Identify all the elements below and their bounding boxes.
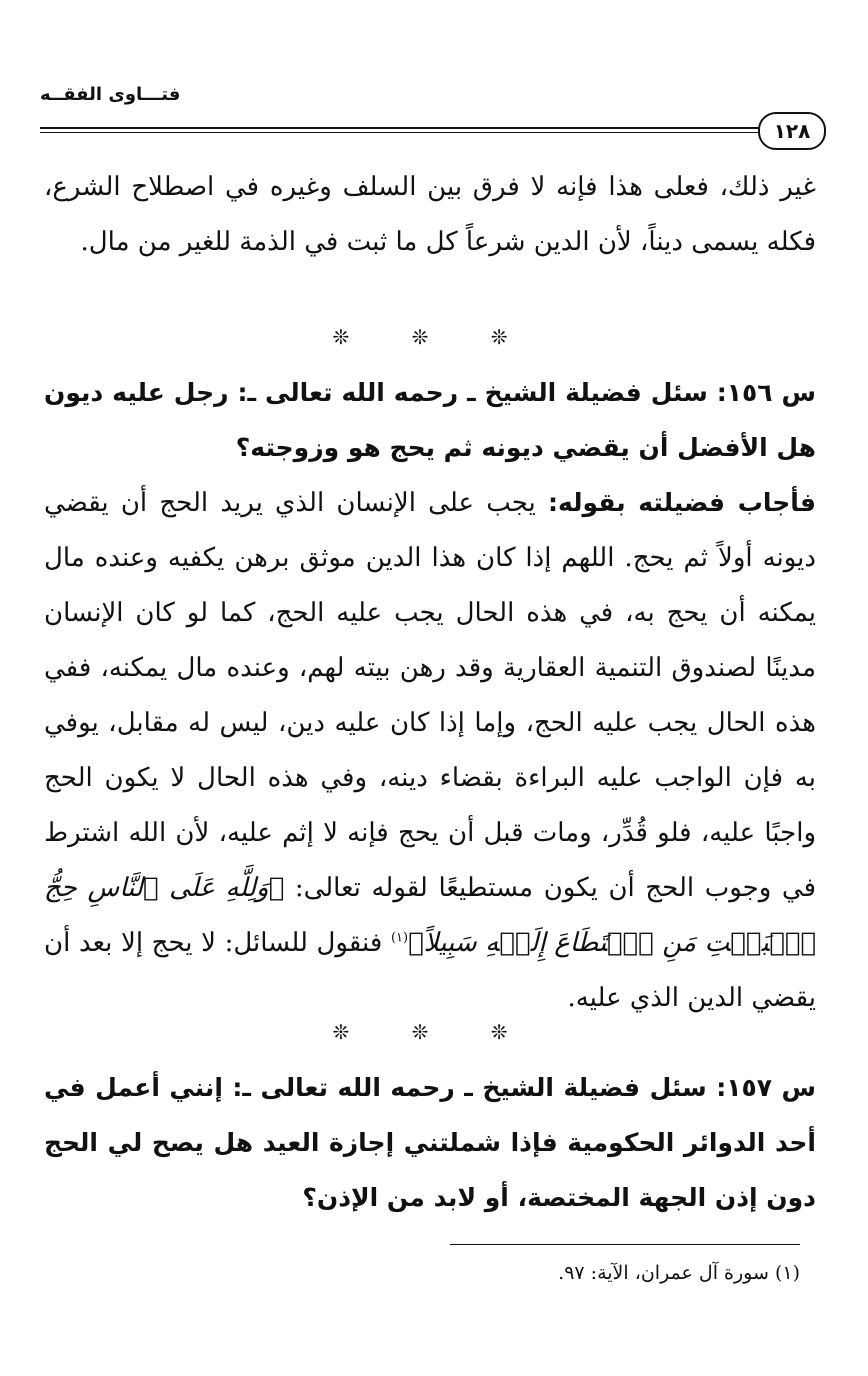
section-separator-2: ❊ ❊ ❊	[332, 1020, 536, 1044]
answer-conclusion: فنقول للسائل: لا يحج إلا بعد أن يقضي الدين الذي عليه.	[44, 928, 816, 1013]
answer-lead: فأجاب فضيلته بقوله:	[548, 488, 817, 517]
answer-156	[44, 475, 816, 1026]
question-156: س ١٥٦: سئل فضيلة الشيخ ـ رحمه الله تعالى ـ: رجل عليه ديون هل الأفضل أن يقضي ديونه ثم يحج هو وزوجته؟	[44, 378, 817, 462]
footnote-marker: (١)	[390, 930, 409, 946]
question-157: س ١٥٧: سئل فضيلة الشيخ ـ رحمه الله تعالى ـ: إنني أعمل في أحد الدوائر الحكومية فإذا شملتني إجازة العيد هل يصح لي الحج دون إذن الجهة المختصة، أو لابد من الإذن؟	[44, 1073, 817, 1212]
paragraph-intro: غير ذلك، فعلى هذا فإنه لا فرق بين السلف وغيره في اصطلاح الشرع، فكله يسمى ديناً، لأن الدين شرعاً كل ما ثبت في الذمة للغير من مال.	[44, 172, 816, 257]
section-separator-1: ❊ ❊ ❊	[332, 325, 536, 349]
header-rule	[40, 127, 770, 133]
footnote-rule	[450, 1244, 800, 1245]
page-number: ١٢٨	[758, 112, 826, 150]
answer-text: يجب على الإنسان الذي يريد الحج أن يقضي ديونه أولاً ثم يحج. اللهم إذا كان هذا الدين موثق برهن يكفيه وعنده مال يمكنه أن يحج به، في هذه الحال يجب عليه الحج، كما لو كان الإنسان مدينًا لصندوق التنمية العقارية وقد رهن بيته لهم، وعنده مال يمكنه، ففي هذه الحال يجب عليه الحج، وإما إذا كان عليه دين، ليس له مقابل، يوفي به فإن الواجب عليه البراءة بقضاء دينه، وفي هذه الحال لا يكون الحج واجبًا عليه، فلو قُدِّر، ومات قبل أن يحج فإنه لا إثم عليه، لأن الله اشترط في وجوب الحج أن يكون مستطيعًا لقوله تعالى:	[44, 488, 816, 903]
running-title: فتـــاوى الفقــه	[40, 84, 181, 105]
quran-verse: ﴿وَلِلَّهِ عَلَى ٱلنَّاسِ حِجُّ ٱلۡبَيۡتِ مَنِ ٱسۡتَطَاعَ إِلَيۡهِ سَبِيلاً﴾	[44, 873, 817, 958]
footnote-1: (١) سورة آل عمران، الآية: ٩٧.	[558, 1262, 800, 1284]
